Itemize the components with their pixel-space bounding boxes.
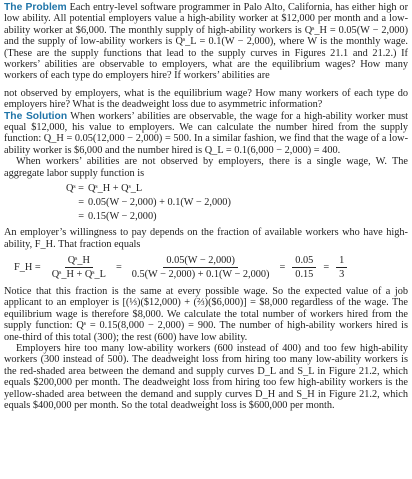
equals-sign: = xyxy=(323,262,330,274)
equation-rhs: 0.05(W − 2,000) + 0.1(W − 2,000) xyxy=(88,197,231,209)
equation-rhs: Qˢ_H + Qˢ_L xyxy=(88,183,143,195)
problem-continued: not observed by employers, what is the equilibrium wage? How many workers of each type do employers hire? What is the deadweight loss due to asymmetric information? xyxy=(4,87,408,111)
denominator: 0.15 xyxy=(295,269,314,281)
equation-rhs: 0.15(W − 2,000) xyxy=(88,211,157,223)
equals-sign: = xyxy=(115,262,122,274)
solution-heading: The Solution xyxy=(4,110,68,122)
equation-row xyxy=(4,210,408,224)
fraction-equation xyxy=(14,253,408,283)
denominator: Qˢ_H + Qˢ_L xyxy=(51,269,106,281)
fraction xyxy=(49,255,109,281)
solution-paragraph-1 xyxy=(4,111,408,157)
fraction xyxy=(336,255,347,281)
equation-row xyxy=(4,196,408,210)
denominator: 0.5(W − 2,000) + 0.1(W − 2,000) xyxy=(131,269,270,281)
problem-body: Each entry-level software programmer in Palo Alto, California, has either high or low ability. All potential employers value a high-ability worker at $12,000 per month and a low-ability worker at $6,000. The monthly supply of high-ability workers is Qˢ_H = 0.05(W − 2,000) and the supply of low-ability workers is Qˢ_L = 0.1(W − 2,000), where W is the monthly wage. (These are the supply functions that lead to the supply curves in Figures 21.1 and 21.2.) If workers’ abilities are observable to employers, what are the equilibrium wages? How many workers of each type do employers hire? If workers’ abilities are xyxy=(4,2,408,82)
fraction xyxy=(129,255,273,281)
numerator: 0.05(W − 2,000) xyxy=(163,255,238,268)
solution-paragraph-5: Employers hire too many low-ability workers (600 instead of 400) and too few high-ability workers (300 instead of 500). The deadweight loss from hiring too many low-ability workers is the red-shaded area between the demand and supply curves D_L and S_L in Figure 21.2, which equals $200,000 per month. The deadweight loss from hiring too few high-ability workers is the yellow-shaded area between the demand and supply curves D_H and S_H in Figure 21.2, which equals $400,000 per month. So the total deadweight loss is $600,000 per month. xyxy=(4,342,408,411)
numerator: 1 xyxy=(336,255,347,268)
equation-lhs: = xyxy=(78,197,84,209)
solution-body-1: When workers’ abilities are observable, the wage for a high-ability worker must equal $12,000, his value to employers. We can calculate the number hired from the supply function: Q_H = 0.05(12,000 − 2,000) = 500. In a similar fashion, we find that the wage of a low-ability worker is $6,000 and the number hired is Q_L = 0.1(6,000 − 2,000) = 400. xyxy=(4,110,408,156)
solution-paragraph-3: An employer’s willingness to pay depends on the fraction of available workers who have high-ability, F_H. That fraction equals xyxy=(4,227,408,250)
equation-lhs: = xyxy=(78,211,84,223)
denominator: 3 xyxy=(339,269,345,281)
fraction-lhs: F_H = xyxy=(14,262,41,274)
solution-paragraph-2: When workers’ abilities are not observed by employers, there is a single wage, W. The aggregate labor supply function is xyxy=(4,156,408,179)
equation-lhs: Qˢ = xyxy=(65,183,84,195)
solution-paragraph-4: Notice that this fraction is the same at every possible wage. So the expected value of a job applicant to an employer is [(⅓)($12,000) + (⅔)($6,000)] = $8,000 regardless of the wage. The equilibrium wage is therefore $8,000. We calculate the total number of workers hired from the supply function: Qˢ = 0.15(8,000 − 2,000) = 900. The number of high-ability workers hired is one-third of this total (300); the rest (600) have low ability. xyxy=(4,285,408,343)
fraction xyxy=(292,255,316,281)
numerator: 0.05 xyxy=(292,255,316,268)
problem-heading: The Problem xyxy=(4,2,67,13)
numerator: Qˢ_H xyxy=(65,255,93,268)
equals-sign: = xyxy=(279,262,286,274)
problem-paragraph xyxy=(4,2,408,82)
equation-row xyxy=(4,182,408,196)
aggregate-supply-equation xyxy=(4,182,408,224)
